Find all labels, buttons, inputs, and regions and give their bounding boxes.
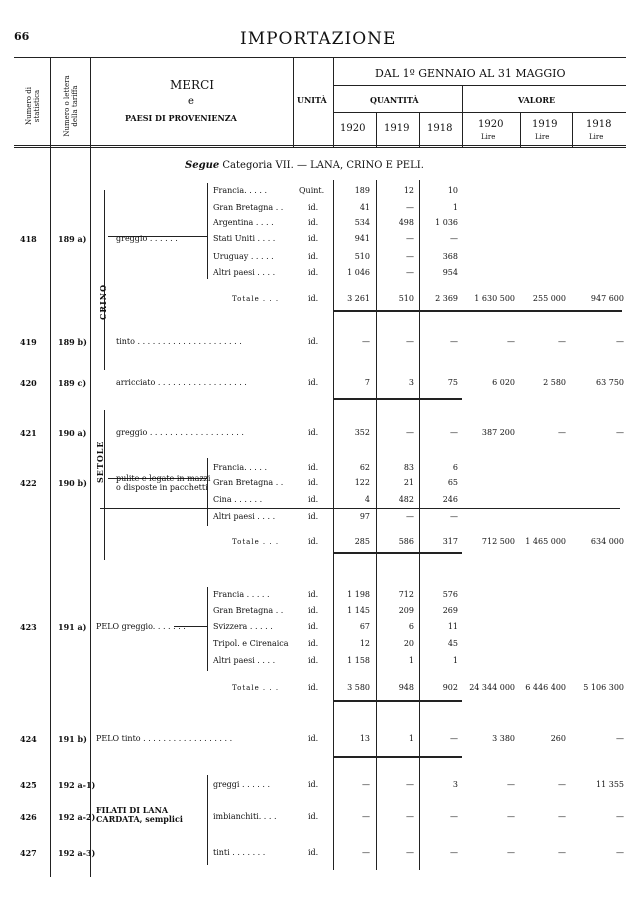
tariff-number: 190 b) <box>58 478 87 488</box>
quantity-cell: 75 <box>447 378 458 387</box>
value-cell: 6 020 <box>492 378 515 387</box>
year-q-1918: 1918 <box>427 123 453 134</box>
quantity-cell: 21 <box>403 478 414 487</box>
unit-label: id. <box>308 848 319 857</box>
col-divider <box>419 180 420 870</box>
category-heading: Segue Categoria VII. — LANA, CRINO E PELI. <box>185 160 424 171</box>
quantity-cell: 510 <box>398 294 414 303</box>
tariff-number: 189 a) <box>58 234 87 244</box>
quantity-cell: — <box>450 734 458 743</box>
unit-label: id. <box>308 268 319 277</box>
quantity-cell: 13 <box>359 734 370 743</box>
quantity-cell: 368 <box>442 252 458 261</box>
col-divider <box>333 180 334 870</box>
quantity-cell: 576 <box>442 590 458 599</box>
quantity-cell: — <box>406 812 414 821</box>
quantity-cell: — <box>406 234 414 243</box>
quantity-cell: 3 580 <box>347 683 370 692</box>
setole-bracket <box>92 410 105 560</box>
value-cell: — <box>558 428 566 437</box>
tariff-number: 192 a-2) <box>58 812 96 822</box>
e-label: e <box>188 96 194 107</box>
value-cell: — <box>507 337 515 346</box>
quantity-cell: — <box>406 512 414 521</box>
col-divider <box>50 57 51 877</box>
country-label: Uruguay . . . . . <box>213 252 274 261</box>
country-label: Altri paesi . . . . <box>213 656 276 665</box>
value-cell: 24 344 000 <box>469 683 515 692</box>
value-cell: — <box>558 848 566 857</box>
quantity-cell: 317 <box>442 537 458 546</box>
quantity-cell: 41 <box>359 203 370 212</box>
quantity-cell: 12 <box>359 639 370 648</box>
value-cell: — <box>616 848 624 857</box>
value-cell: 2 580 <box>543 378 566 387</box>
col-divider <box>572 112 573 147</box>
quantity-cell: 1 <box>452 203 458 212</box>
value-cell: — <box>616 734 624 743</box>
quantity-cell: 1 158 <box>347 656 370 665</box>
stat-number: 418 <box>20 234 37 244</box>
total-rule <box>462 310 622 312</box>
quantity-cell: 62 <box>359 463 370 472</box>
table-top-rule <box>14 57 626 58</box>
quantity-cell: 10 <box>447 186 458 195</box>
period-label: DAL 1º GENNAIO AL 31 MAGGIO <box>375 67 566 80</box>
lire-label: Lire <box>535 133 550 141</box>
total-rule <box>333 552 462 554</box>
unit-label: id. <box>308 683 319 692</box>
quantity-cell: 246 <box>442 495 458 504</box>
quantity-cell: 482 <box>398 495 414 504</box>
quantity-cell: 122 <box>354 478 370 487</box>
col-divider <box>376 112 377 147</box>
total-rule <box>333 398 462 400</box>
country-label: Cina . . . . . . <box>213 495 263 504</box>
quantity-cell: 11 <box>447 622 458 631</box>
years-rule <box>333 112 626 113</box>
page-number: 66 <box>14 30 30 43</box>
quantity-cell: 1 036 <box>435 218 458 227</box>
page-title: IMPORTAZIONE <box>240 29 397 49</box>
brace-418 <box>207 183 208 279</box>
stat-number: 423 <box>20 622 37 632</box>
total-rule <box>333 756 462 758</box>
quantity-cell: 1 145 <box>347 606 370 615</box>
country-label: Svizzera . . . . . <box>213 622 273 631</box>
quantity-cell: — <box>406 428 414 437</box>
unit-label: id. <box>308 734 319 743</box>
valore-label: VALORE <box>518 95 556 105</box>
country-label: Argentina . . . . <box>213 218 274 227</box>
value-cell: — <box>507 780 515 789</box>
quantity-cell: 534 <box>354 218 370 227</box>
unit-label: id. <box>308 537 319 546</box>
quantity-cell: 1 <box>408 656 414 665</box>
goods-description: greggio . . . . . . <box>116 234 178 243</box>
value-cell: 255 000 <box>532 294 566 303</box>
col-divider <box>376 180 377 870</box>
stat-number: 421 <box>20 428 37 438</box>
brace-425-427 <box>207 775 208 865</box>
value-cell: — <box>616 428 624 437</box>
quantity-cell: — <box>406 268 414 277</box>
quantity-cell: 498 <box>398 218 414 227</box>
merci-label: MERCI <box>170 78 215 92</box>
quantity-cell: — <box>406 203 414 212</box>
quantity-cell: 1 <box>408 734 414 743</box>
tariff-number: 190 a) <box>58 428 87 438</box>
quantity-cell: — <box>362 337 370 346</box>
quantity-cell: 902 <box>442 683 458 692</box>
quantity-cell: — <box>406 337 414 346</box>
col-lettera-header: Numero o lettera della tariffa <box>63 75 79 137</box>
total-label: Totale . . . <box>232 538 280 546</box>
quantity-cell: 189 <box>354 186 370 195</box>
value-cell: — <box>507 812 515 821</box>
quantity-cell: 7 <box>364 378 370 387</box>
value-cell: — <box>616 337 624 346</box>
quantity-cell: 941 <box>354 234 370 243</box>
stat-number: 419 <box>20 337 37 347</box>
value-cell: 6 446 400 <box>525 683 566 692</box>
quantity-cell: 209 <box>398 606 414 615</box>
quantity-cell: 510 <box>354 252 370 261</box>
unit-label: id. <box>308 622 319 631</box>
quantity-cell: 97 <box>359 512 370 521</box>
quantity-cell: 6 <box>408 622 414 631</box>
year-v-1918: 1918 <box>586 119 612 130</box>
country-label: Francia. . . . . <box>213 463 267 472</box>
unit-label: id. <box>308 512 319 521</box>
header-bottom-rule-2 <box>14 147 626 148</box>
value-cell: 634 000 <box>590 537 624 546</box>
tariff-number: 192 a-1) <box>58 780 96 790</box>
unit-label: id. <box>308 203 319 212</box>
value-cell: — <box>558 780 566 789</box>
year-q-1919: 1919 <box>384 123 410 134</box>
value-cell: — <box>616 812 624 821</box>
total-rule <box>333 700 462 702</box>
goods-description: tinto . . . . . . . . . . . . . . . . . . . . . <box>116 337 242 346</box>
lire-label: Lire <box>589 133 604 141</box>
quantity-cell: — <box>406 252 414 261</box>
year-v-1919: 1919 <box>532 119 558 130</box>
country-label: Stati Uniti . . . . <box>213 234 276 243</box>
value-cell: 3 380 <box>492 734 515 743</box>
unit-label: id. <box>308 378 319 387</box>
crino-label: CRINO <box>98 283 108 320</box>
col-divider <box>520 112 521 147</box>
value-cell: — <box>507 848 515 857</box>
value-cell: 11 355 <box>596 780 624 789</box>
period-rule <box>333 85 626 86</box>
stat-number: 424 <box>20 734 37 744</box>
unit-label: id. <box>308 337 319 346</box>
stat-number: 422 <box>20 478 37 488</box>
value-cell: 1 465 000 <box>525 537 566 546</box>
value-cell: 712 500 <box>481 537 515 546</box>
quantity-cell: 954 <box>442 268 458 277</box>
goods-description: PELO tinto . . . . . . . . . . . . . . . . . . <box>96 734 233 743</box>
quantity-cell: 3 <box>408 378 414 387</box>
tariff-number: 192 a-3) <box>58 848 96 858</box>
total-label: Totale . . . <box>232 684 280 692</box>
col-divider <box>462 85 463 147</box>
country-label: Gran Bretagna . . <box>213 203 284 212</box>
col-numero-header: Numero di statistica <box>25 87 41 125</box>
goods-description: PELO greggio. . . . . . . <box>96 622 186 631</box>
value-cell: 5 106 300 <box>583 683 624 692</box>
quantity-cell: — <box>450 512 458 521</box>
quantity-cell: — <box>450 848 458 857</box>
quantity-cell: — <box>362 848 370 857</box>
country-label: Tripol. e Cirenaica <box>213 639 289 648</box>
quantity-cell: 948 <box>398 683 414 692</box>
quantity-cell: 20 <box>403 639 414 648</box>
quantity-cell: 83 <box>403 463 414 472</box>
setole-label: SETOLE <box>95 440 105 483</box>
quantity-cell: — <box>406 780 414 789</box>
quantity-cell: — <box>450 812 458 821</box>
unit-label: id. <box>308 590 319 599</box>
unit-label: Quint. <box>299 186 325 195</box>
col-divider <box>90 57 91 877</box>
unit-label: id. <box>308 428 319 437</box>
stat-number: 425 <box>20 780 37 790</box>
col-divider <box>293 57 294 147</box>
unit-label: id. <box>308 606 319 615</box>
quantity-cell: — <box>450 337 458 346</box>
quantity-cell: 3 261 <box>347 294 370 303</box>
section-rule <box>100 508 620 509</box>
goods-description: FILATI DI LANA CARDATA, semplici <box>96 805 183 824</box>
quantity-cell: 1 198 <box>347 590 370 599</box>
quantity-cell: 269 <box>442 606 458 615</box>
quantity-cell: 3 <box>452 780 458 789</box>
quantity-cell: 1 <box>452 656 458 665</box>
country-label: Altri paesi . . . . <box>213 268 276 277</box>
unit-label: id. <box>308 234 319 243</box>
tariff-number: 189 b) <box>58 337 87 347</box>
stat-number: 420 <box>20 378 37 388</box>
quantity-cell: — <box>362 812 370 821</box>
unit-label: id. <box>308 639 319 648</box>
year-v-1920: 1920 <box>478 119 504 130</box>
quantity-cell: 4 <box>364 495 370 504</box>
unit-label: id. <box>308 780 319 789</box>
quantity-cell: — <box>450 428 458 437</box>
col-divider <box>419 112 420 147</box>
unit-label: id. <box>308 463 319 472</box>
year-q-1920: 1920 <box>340 123 366 134</box>
quantity-cell: — <box>362 780 370 789</box>
crino-bracket <box>92 190 105 370</box>
quantity-cell: — <box>406 848 414 857</box>
quantity-cell: 65 <box>447 478 458 487</box>
brace-422 <box>207 458 208 526</box>
quantity-cell: 6 <box>452 463 458 472</box>
unit-label: id. <box>308 478 319 487</box>
goods-description: pulite e legate in mazzi o disposte in pacchetti <box>116 474 211 492</box>
country-label: Francia . . . . . <box>213 590 270 599</box>
col-divider <box>333 57 334 147</box>
quantity-cell: — <box>450 234 458 243</box>
quantity-cell: 586 <box>398 537 414 546</box>
value-cell: — <box>558 337 566 346</box>
tariff-number: 191 a) <box>58 622 87 632</box>
total-label: Totale . . . <box>232 295 280 303</box>
value-cell: — <box>558 812 566 821</box>
country-label: Francia. . . . . <box>213 186 267 195</box>
value-cell: 63 750 <box>596 378 624 387</box>
value-cell: 260 <box>550 734 566 743</box>
country-label: imbianchiti. . . . <box>213 812 277 821</box>
lire-label: Lire <box>481 133 496 141</box>
value-cell: 1 630 500 <box>474 294 515 303</box>
unit-label: id. <box>308 218 319 227</box>
brace-423 <box>207 587 208 671</box>
value-cell: 387 200 <box>481 428 515 437</box>
country-label: tinti . . . . . . . <box>213 848 266 857</box>
goods-description: arricciato . . . . . . . . . . . . . . . . . . <box>116 378 247 387</box>
quantity-cell: 285 <box>354 537 370 546</box>
header-bottom-rule <box>14 145 626 146</box>
goods-description: greggio . . . . . . . . . . . . . . . . . . . <box>116 428 244 437</box>
tariff-number: 191 b) <box>58 734 87 744</box>
country-label: Gran Bretagna . . <box>213 606 284 615</box>
unit-label: id. <box>308 252 319 261</box>
stat-number: 426 <box>20 812 37 822</box>
unit-label: id. <box>308 495 319 504</box>
paesi-label: PAESI DI PROVENIENZA <box>125 113 237 123</box>
total-rule <box>333 310 462 312</box>
quantity-cell: 712 <box>398 590 414 599</box>
unit-label: id. <box>308 656 319 665</box>
quantity-cell: 352 <box>354 428 370 437</box>
tariff-number: 189 c) <box>58 378 87 388</box>
quantity-cell: 45 <box>447 639 458 648</box>
quantity-cell: 12 <box>403 186 414 195</box>
unit-label: id. <box>308 294 319 303</box>
country-label: greggi . . . . . . <box>213 780 270 789</box>
quantity-cell: 1 046 <box>347 268 370 277</box>
quantity-cell: 67 <box>359 622 370 631</box>
quantita-label: QUANTITÀ <box>370 95 419 105</box>
stat-number: 427 <box>20 848 37 858</box>
country-label: Gran Bretagna . . <box>213 478 284 487</box>
unit-label: id. <box>308 812 319 821</box>
unita-label: UNITÀ <box>297 95 327 105</box>
country-label: Altri paesi . . . . <box>213 512 276 521</box>
value-cell: 947 600 <box>590 294 624 303</box>
quantity-cell: 2 369 <box>435 294 458 303</box>
